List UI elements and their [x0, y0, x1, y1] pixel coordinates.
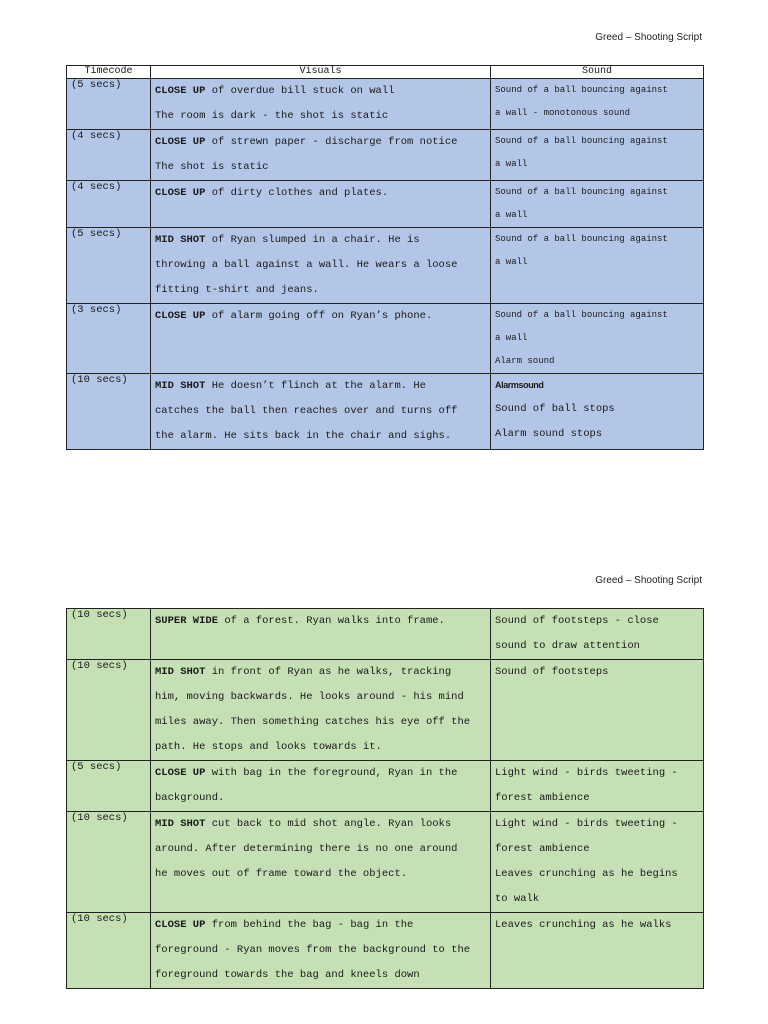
sound-line: forest ambience: [495, 843, 590, 855]
timecode-text: (10 secs): [71, 660, 128, 672]
page-header-title: Greed – Shooting Script: [595, 575, 702, 586]
sound-cell: [491, 374, 704, 450]
timecode-cell: [67, 181, 151, 228]
shot-type-label: MID SHOT: [155, 818, 206, 830]
table-row: [67, 130, 704, 181]
sound-cell: [491, 660, 704, 761]
visual-text: in front of Ryan as he walks, tracking: [205, 666, 452, 678]
visual-line: [155, 181, 486, 206]
sound-cell: [491, 913, 704, 989]
sound-line: Light wind - birds tweeting -: [495, 767, 678, 779]
visuals-cell: [151, 304, 491, 374]
visual-text: of Ryan slumped in a chair. He is: [205, 234, 420, 246]
sound-line: a wall - monotonous sound: [495, 108, 631, 118]
sound-cell: [491, 228, 704, 304]
visual-text: He doesn’t flinch at the alarm. He: [205, 380, 426, 392]
column-header-sound: Sound: [491, 66, 704, 79]
visuals-cell: [151, 181, 491, 228]
table-row: [67, 181, 704, 228]
sound-line: Light wind - birds tweeting -: [495, 818, 678, 830]
visuals-cell: [151, 79, 491, 130]
shot-type-label: MID SHOT: [155, 380, 206, 392]
visuals-cell: [151, 660, 491, 761]
timecode-text: (10 secs): [71, 812, 128, 824]
shot-type-label: CLOSE UP: [155, 310, 206, 322]
sound-cell: [491, 761, 704, 812]
shot-type-label: SUPER WIDE: [155, 615, 219, 627]
page-header-title: Greed – Shooting Script: [595, 32, 702, 43]
sound-cell: [491, 609, 704, 660]
column-header-timecode: Timecode: [67, 66, 151, 79]
sound-cell: [491, 812, 704, 913]
sound-line: Sound of a ball bouncing against: [495, 85, 668, 95]
sound-line: Leaves crunching as he begins: [495, 868, 678, 880]
timecode-cell: [67, 660, 151, 761]
timecode-text: (5 secs): [71, 228, 122, 240]
sound-line: Sound of a ball bouncing against: [495, 136, 668, 146]
timecode-text: (10 secs): [71, 374, 128, 386]
visuals-cell: [151, 609, 491, 660]
visual-line: fitting t-shirt and jeans.: [155, 284, 319, 296]
sound-line: Sound of a ball bouncing against: [495, 187, 668, 197]
sound-line: Sound of footsteps - close: [495, 615, 659, 627]
sound-line: forest ambience: [495, 792, 590, 804]
visual-text: of strewn paper - discharge from notice: [205, 136, 458, 148]
sound-line: Sound of a ball bouncing against: [495, 234, 668, 244]
column-header-visuals: Visuals: [151, 66, 491, 79]
sound-line: to walk: [495, 893, 540, 905]
visual-line: [155, 812, 486, 837]
sound-line: a wall: [495, 159, 528, 169]
sound-cell: [491, 304, 704, 374]
table-body: [67, 609, 704, 989]
timecode-text: (5 secs): [71, 761, 122, 773]
shot-type-label: CLOSE UP: [155, 919, 206, 931]
visual-line: foreground towards the bag and kneels down: [155, 969, 420, 981]
visuals-cell: [151, 812, 491, 913]
sound-cell: [491, 79, 704, 130]
visual-line: catches the ball then reaches over and turns off: [155, 405, 458, 417]
table-row: [67, 913, 704, 989]
sound-line: Sound of footsteps: [495, 666, 609, 678]
visual-line: he moves out of frame toward the object.: [155, 868, 408, 880]
visual-line: throwing a ball against a wall. He wears a loose: [155, 259, 458, 271]
visual-text: from behind the bag - bag in the: [205, 919, 414, 931]
visual-text: of a forest. Ryan walks into frame.: [218, 615, 445, 627]
shot-type-label: CLOSE UP: [155, 85, 206, 97]
visual-text: with bag in the foreground, Ryan in the: [205, 767, 458, 779]
visuals-cell: [151, 761, 491, 812]
sound-line: sound to draw attention: [495, 640, 640, 652]
visuals-cell: [151, 228, 491, 304]
visual-line: [155, 228, 486, 253]
sound-line: Alarm sound: [495, 356, 555, 366]
timecode-cell: [67, 761, 151, 812]
visual-line: [155, 79, 486, 104]
timecode-cell: [67, 304, 151, 374]
visuals-cell: [151, 913, 491, 989]
table-row: [67, 660, 704, 761]
timecode-cell: [67, 228, 151, 304]
table-row: [67, 761, 704, 812]
visual-line: [155, 913, 486, 938]
sound-line: Sound of a ball bouncing against: [495, 310, 668, 320]
sound-line: a wall: [495, 257, 528, 267]
sound-line: Leaves crunching as he walks: [495, 919, 672, 931]
sound-cell: [491, 181, 704, 228]
visual-line: path. He stops and looks towards it.: [155, 741, 382, 753]
shot-type-label: CLOSE UP: [155, 136, 206, 148]
timecode-text: (4 secs): [71, 181, 122, 193]
visual-line: The room is dark - the shot is static: [155, 110, 389, 122]
visual-text: of alarm going off on Ryan’s phone.: [205, 310, 433, 322]
table-row: [67, 374, 704, 450]
visual-line: [155, 304, 486, 329]
visual-line: [155, 660, 486, 685]
sound-line: Alarm sound stops: [495, 428, 603, 440]
shot-type-label: CLOSE UP: [155, 187, 206, 199]
visual-text: of dirty clothes and plates.: [205, 187, 389, 199]
shot-type-label: MID SHOT: [155, 666, 206, 678]
sound-line: Sound of ball stops: [495, 403, 615, 415]
timecode-cell: [67, 374, 151, 450]
visual-line: foreground - Ryan moves from the background to the: [155, 944, 471, 956]
visual-line: [155, 130, 486, 155]
visuals-cell: [151, 130, 491, 181]
sound-line: a wall: [495, 210, 528, 220]
visual-line: miles away. Then something catches his eye off the: [155, 716, 471, 728]
timecode-cell: [67, 609, 151, 660]
table-row: [67, 812, 704, 913]
table-header-row: [67, 66, 704, 79]
shot-type-label: CLOSE UP: [155, 767, 206, 779]
table-row: [67, 228, 704, 304]
timecode-text: (5 secs): [71, 79, 122, 91]
visual-line: The shot is static: [155, 161, 269, 173]
shot-type-label: MID SHOT: [155, 234, 206, 246]
visual-line: around. After determining there is no one around: [155, 843, 458, 855]
visual-line: [155, 374, 486, 399]
sound-cell: [491, 130, 704, 181]
visuals-cell: [151, 374, 491, 450]
timecode-text: (10 secs): [71, 913, 128, 925]
table-row: [67, 609, 704, 660]
visual-line: background.: [155, 792, 225, 804]
visual-line: [155, 761, 486, 786]
timecode-cell: [67, 913, 151, 989]
timecode-text: (4 secs): [71, 130, 122, 142]
sound-line: Alarmsound: [495, 380, 544, 390]
shooting-script-table-1: [66, 65, 704, 450]
visual-text: of overdue bill stuck on wall: [205, 85, 395, 97]
timecode-cell: [67, 130, 151, 181]
visual-line: [155, 609, 486, 634]
timecode-cell: [67, 812, 151, 913]
table-row: [67, 304, 704, 374]
visual-line: the alarm. He sits back in the chair and sighs.: [155, 430, 452, 442]
timecode-text: (3 secs): [71, 304, 122, 316]
table-row: [67, 79, 704, 130]
timecode-text: (10 secs): [71, 609, 128, 621]
shooting-script-table-2: [66, 608, 704, 989]
visual-line: him, moving backwards. He looks around - his mind: [155, 691, 464, 703]
visual-text: cut back to mid shot angle. Ryan looks: [205, 818, 452, 830]
sound-line: a wall: [495, 333, 528, 343]
timecode-cell: [67, 79, 151, 130]
table-body: [67, 79, 704, 450]
